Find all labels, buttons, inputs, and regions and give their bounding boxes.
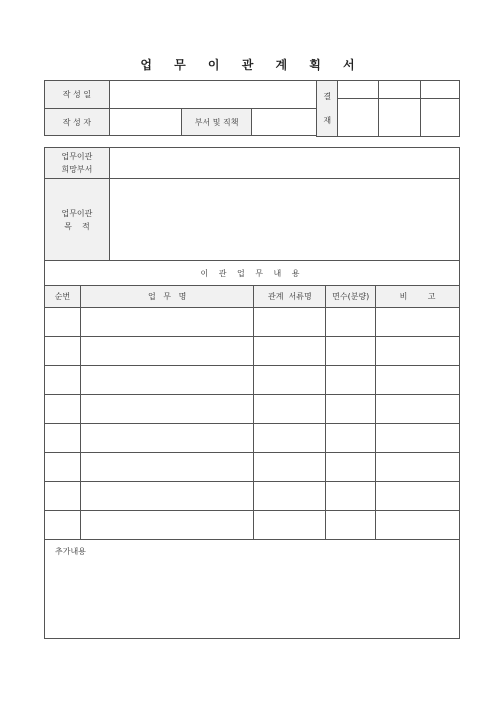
table-row bbox=[45, 482, 460, 511]
table-row bbox=[45, 337, 460, 366]
hope-dept-label: 업무이관 희망부서 bbox=[45, 148, 110, 179]
author-field[interactable] bbox=[109, 109, 181, 136]
header-table bbox=[44, 80, 460, 137]
author-label: 작 성 자 bbox=[45, 109, 110, 136]
document-title: 업 무 이 관 계 획 서 bbox=[140, 58, 364, 72]
col-header-pages: 면수(분량) bbox=[326, 286, 376, 308]
approval-label: 결 재 bbox=[317, 81, 338, 137]
approval-header-3 bbox=[421, 81, 460, 99]
purpose-label: 업무이관 목 적 bbox=[45, 179, 110, 261]
main-table bbox=[44, 147, 460, 639]
approval-sign-3[interactable] bbox=[421, 99, 460, 137]
transfer-header-row bbox=[45, 286, 460, 308]
col-header-seq: 순번 bbox=[45, 286, 81, 308]
table-row bbox=[45, 308, 460, 337]
approval-sign-2[interactable] bbox=[379, 99, 421, 137]
dept-label: 부서 및 직책 bbox=[181, 109, 252, 136]
transfer-section-title: 이 관 업 무 내 용 bbox=[45, 261, 460, 286]
purpose-field[interactable] bbox=[109, 179, 459, 261]
table-row bbox=[45, 453, 460, 482]
table-row bbox=[45, 395, 460, 424]
extra-content-field[interactable] bbox=[45, 540, 460, 639]
approval-header-1 bbox=[338, 81, 379, 99]
table-row bbox=[45, 424, 460, 453]
table-row bbox=[45, 511, 460, 540]
date-label: 작 성 일 bbox=[45, 81, 110, 109]
extra-content-label: 추가내용 bbox=[55, 547, 86, 556]
approval-header-2 bbox=[379, 81, 421, 99]
table-row bbox=[45, 366, 460, 395]
col-header-docs: 관계 서류명 bbox=[254, 286, 326, 308]
hope-dept-field[interactable] bbox=[109, 148, 459, 179]
date-field[interactable] bbox=[109, 81, 316, 109]
approval-sign-1[interactable] bbox=[338, 99, 379, 137]
dept-field[interactable] bbox=[252, 109, 317, 136]
col-header-remarks: 비 고 bbox=[376, 286, 460, 308]
col-header-task: 업 무 명 bbox=[80, 286, 253, 308]
